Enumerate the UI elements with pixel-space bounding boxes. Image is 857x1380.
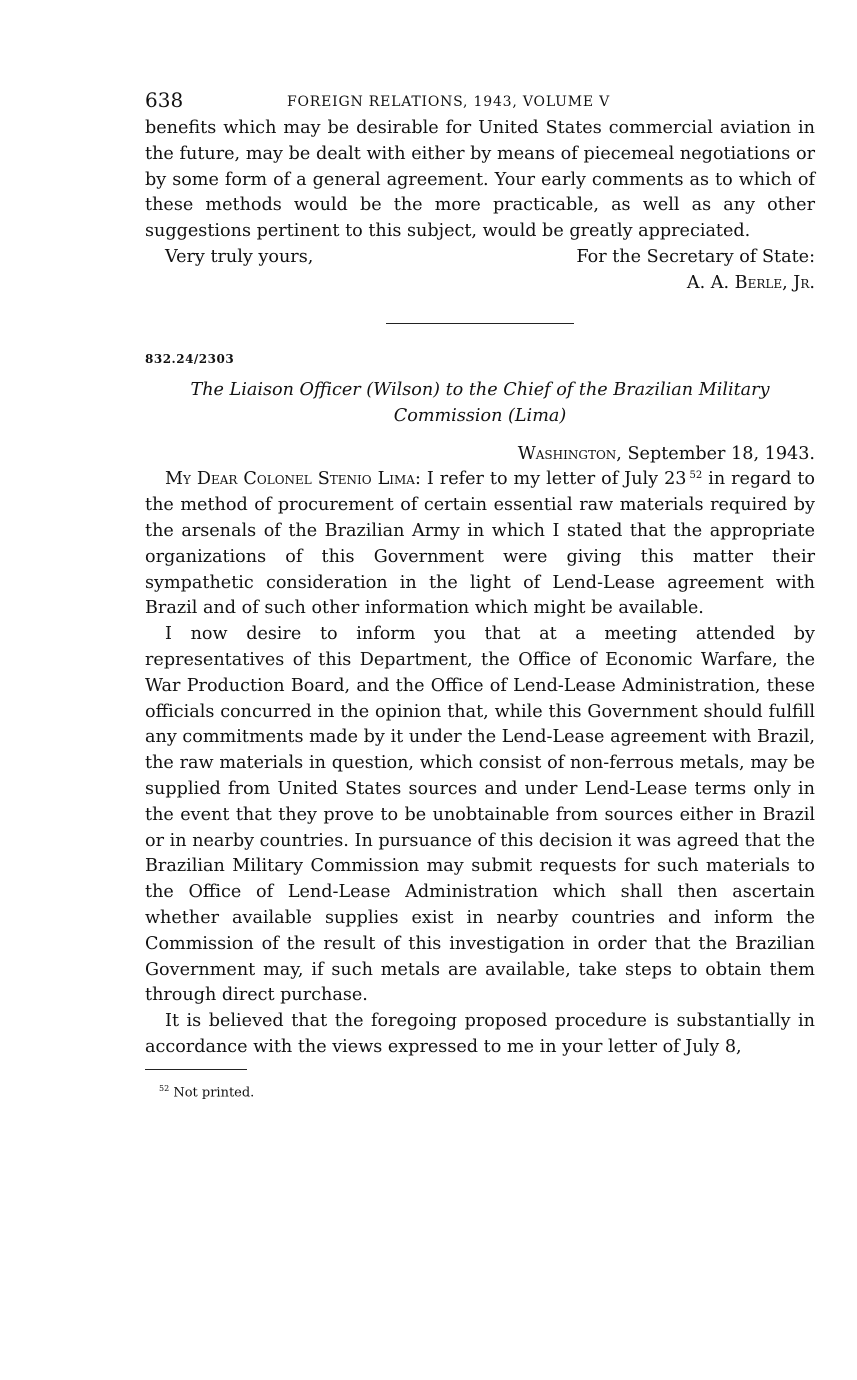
for-secretary-line: For the Secretary of State:	[576, 246, 815, 267]
dateline-place: Washington	[517, 443, 617, 464]
paragraph-2: I now desire to inform you that at a meeting attended by representatives of this Department, the Office of Economic Warfare, the War Production Board, and the Office of Lend-Lease Administration, these officials concurred in the opinion that, while this Government should fulfill any commitments made by it under the Lend-Lease agreement with Brazil, the raw materials in question, which consist of non-ferrous metals, may be supplied from United States sources and under Lend-Lease terms only in the event that they prove to be unobtainable from sources either in Brazil or in nearby countries. In pursuance of this decision it was agreed that the Brazilian Military Commission may submit requests for such materials to the Office of Lend-Lease Administration which shall then ascertain whether available supplies exist in nearby countries and inform the Commission of the result of this investigation in order that the Brazilian Government may, if such metals are available, take steps to obtain them through direct purchase.	[145, 624, 815, 1006]
dateline	[145, 442, 815, 468]
page-number: 638	[145, 88, 184, 112]
footnote-rule	[145, 1069, 247, 1070]
document-title: The Liaison Officer (Wilson) to the Chief of the Brazilian Military Commission (Lima)	[190, 379, 770, 426]
valediction: Very truly yours,	[165, 246, 314, 267]
dateline-date: , September 18, 1943.	[616, 443, 815, 464]
salutation: My Dear Colonel Stenio Lima	[165, 469, 415, 490]
section-divider	[386, 323, 574, 324]
paragraph-1-body: in regard to the method of procurement of certain essential raw materials required by the arsenals of the Brazilian Army in which I stated that the appropriate organizations of this Government were giving this matter their sympathetic consideration in the light of Lend-Lease agreement with Brazil and of such other information which might be available.	[145, 469, 815, 619]
paragraph-1	[145, 467, 815, 622]
footnote-marker: 52	[159, 1083, 170, 1093]
document-page	[145, 88, 815, 1100]
footnote-reference: 52	[689, 469, 703, 481]
signer-name: A. A. Berle, Jr.	[686, 272, 815, 293]
file-number: 832.24/2303	[145, 351, 235, 366]
running-head: FOREIGN RELATIONS, 1943, VOLUME V	[287, 94, 611, 110]
letter-closing	[145, 245, 815, 297]
footnote-text: Not printed.	[169, 1085, 255, 1101]
paragraph-1-lead: : I refer to my letter of July 23	[414, 469, 687, 490]
footnote	[159, 1084, 815, 1100]
paragraph-3: It is believed that the foregoing proposed procedure is substantially in accordance with the views expressed to me in your letter of July 8,	[145, 1011, 815, 1057]
continuation-paragraph: benefits which may be desirable for United States commercial aviation in the future, may be dealt with either by means of piecemeal negotiations or by some form of a general agreement. Your early comments as to which of these methods would be the more practicable, as well as any other suggestions pertinent to this subject, would be greatly appreciated.	[145, 118, 815, 242]
page-header	[145, 88, 815, 116]
